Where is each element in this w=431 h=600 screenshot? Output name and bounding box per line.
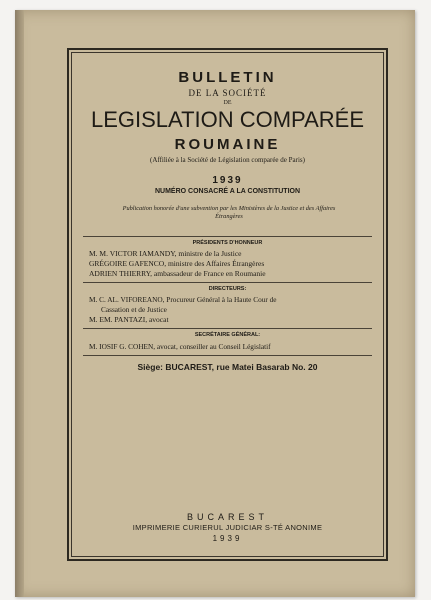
honorary-member-1: M. M. VICTOR IAMANDY, ministre de la Justice xyxy=(89,249,242,258)
de-line: DE xyxy=(223,100,232,106)
footer-printer: IMPRIMERIE CURIERUL JUDICIAR S-TÉ ANONIME xyxy=(132,523,323,532)
footer-year: 1939 xyxy=(212,534,243,543)
cover-frame xyxy=(67,48,388,561)
honorary-member-3: ADRIEN THIERRY, ambassadeur de France en Roumanie xyxy=(89,269,266,278)
roumaine-heading: ROUMAINE xyxy=(174,136,281,153)
divider-1 xyxy=(83,236,372,237)
seat-value: BUCAREST, rue Matei Basarab No. 20 xyxy=(165,362,318,372)
main-title: LEGISLATION COMPARÉE xyxy=(90,107,365,132)
divider-2 xyxy=(83,282,372,283)
divider-3 xyxy=(83,328,372,329)
book-cover xyxy=(15,10,415,597)
director-line-2: Cassation et de Justice xyxy=(101,305,167,314)
director-line-1: M. C. AL. VIFOREANO, Procureur Général à la Haute Cour de xyxy=(89,295,277,304)
subsidy-note: Publication honorée d'une subvention par les Ministères de la Justice et des Affaires Étrangères xyxy=(122,205,336,220)
seat-label: Siège: xyxy=(137,362,164,372)
affiliation-note: (Affiliée à la Société de Législation comparée de Paris) xyxy=(150,156,305,164)
issue-year: 1939 xyxy=(212,175,243,186)
honorary-heading: PRÉSIDENTS D'HONNEUR xyxy=(192,240,263,246)
director-line-3: M. EM. PANTAZI, avocat xyxy=(89,315,169,324)
secretary-line: M. IOSIF G. COHEN, avocat, conseiller au Conseil Législatif xyxy=(89,342,271,351)
bulletin-heading: BULLETIN xyxy=(178,69,277,86)
societe-line: DE LA SOCIÉTÉ xyxy=(188,88,267,98)
book-spine xyxy=(15,10,24,597)
footer-city: BUCAREST xyxy=(186,512,268,522)
honorary-member-2: GRÉGOIRE GAFENCO, ministre des Affaires Étrangères xyxy=(89,259,265,268)
divider-4 xyxy=(83,355,372,356)
secretary-heading: SECRÉTAIRE GÉNÉRAL: xyxy=(194,332,261,338)
directors-heading: DIRECTEURS: xyxy=(208,286,247,292)
issue-dedication: NUMÉRO CONSACRÉ A LA CONSTITUTION xyxy=(154,188,301,195)
seat-address xyxy=(69,362,386,372)
